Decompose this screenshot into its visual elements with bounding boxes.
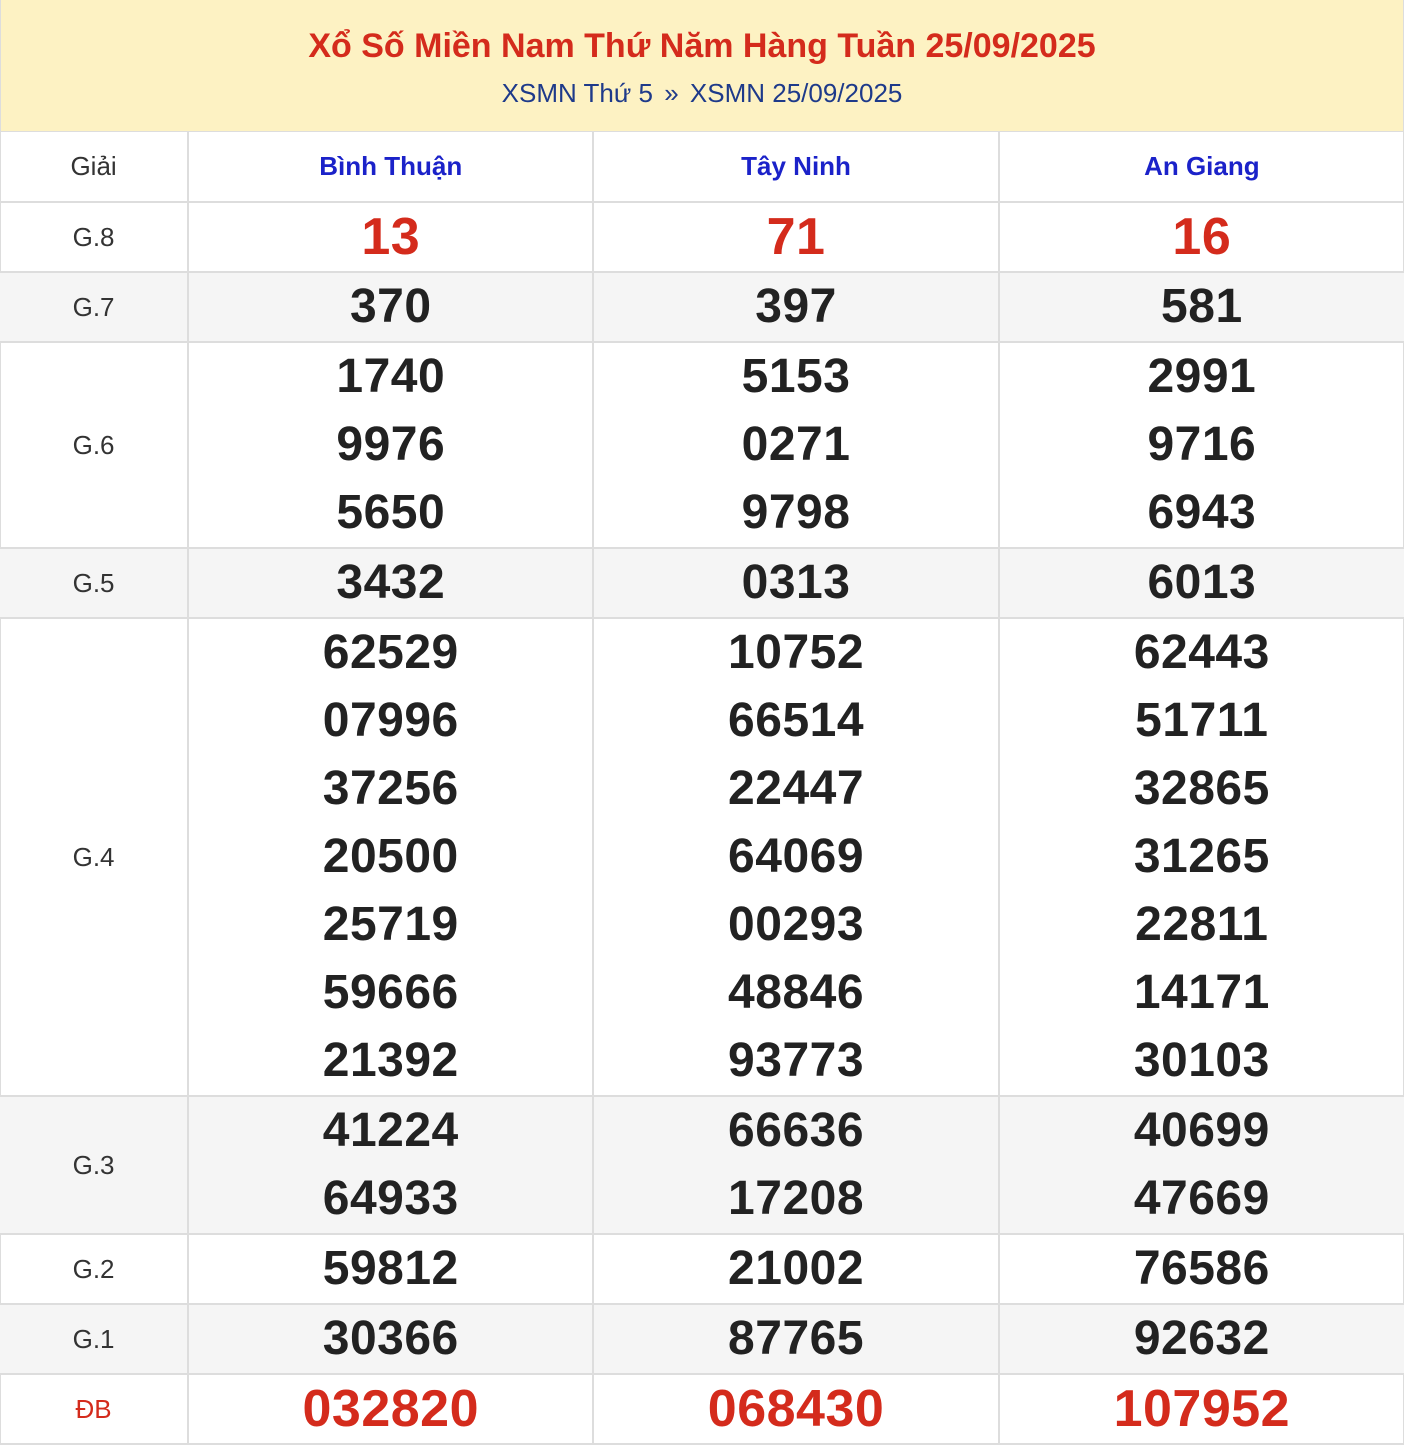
prize-cell — [188, 342, 593, 548]
winning-number: 21002 — [728, 1242, 865, 1295]
winning-number: 71 — [766, 208, 826, 266]
prize-label: G.6 — [0, 342, 188, 548]
prize-cell — [593, 272, 998, 342]
winning-number: 93773 — [728, 1034, 865, 1087]
prize-row — [0, 1096, 1404, 1234]
prize-cell — [188, 202, 593, 272]
prize-label: ĐB — [0, 1374, 188, 1444]
winning-number: 20500 — [322, 830, 459, 883]
prize-label: G.3 — [0, 1096, 188, 1234]
prize-cell — [188, 1374, 593, 1444]
prize-cell — [999, 1096, 1404, 1234]
winning-number: 22447 — [728, 762, 865, 815]
prize-cell — [999, 618, 1404, 1096]
prize-cell — [188, 1234, 593, 1304]
winning-number: 17208 — [728, 1172, 865, 1225]
winning-number: 59812 — [322, 1242, 459, 1295]
prize-cell — [999, 342, 1404, 548]
winning-number: 9798 — [741, 486, 851, 539]
winning-number: 37256 — [322, 762, 459, 815]
winning-number: 13 — [361, 208, 421, 266]
prize-label: G.4 — [0, 618, 188, 1096]
prize-row — [0, 1304, 1404, 1374]
results-header — [1, 0, 1403, 132]
winning-number: 51711 — [1135, 694, 1269, 747]
winning-number: 5650 — [336, 486, 446, 539]
prize-cell — [999, 1374, 1404, 1444]
prize-row — [0, 548, 1404, 618]
prize-cell — [593, 1096, 998, 1234]
breadcrumb-separator: » — [664, 78, 679, 108]
prize-cell — [593, 618, 998, 1096]
winning-number: 0313 — [741, 556, 851, 609]
prize-cell — [999, 1234, 1404, 1304]
prize-cell — [593, 1234, 998, 1304]
breadcrumb-link-date[interactable]: XSMN 25/09/2025 — [689, 78, 903, 108]
prize-column-header: Giải — [0, 132, 188, 202]
winning-number: 62529 — [322, 626, 459, 679]
prize-cell — [593, 548, 998, 618]
winning-number: 64069 — [728, 830, 865, 883]
breadcrumb — [1, 78, 1403, 108]
winning-number: 66514 — [728, 694, 865, 747]
province-header[interactable]: Bình Thuận — [188, 132, 593, 202]
winning-number: 25719 — [322, 898, 459, 951]
winning-number: 87765 — [728, 1312, 865, 1365]
prize-row — [0, 342, 1404, 548]
winning-number: 22811 — [1135, 898, 1269, 951]
winning-number: 76586 — [1133, 1242, 1270, 1295]
prize-label: G.7 — [0, 272, 188, 342]
prize-row — [0, 272, 1404, 342]
prize-row — [0, 618, 1404, 1096]
results-table — [0, 132, 1404, 1445]
prize-label: G.2 — [0, 1234, 188, 1304]
winning-number: 48846 — [728, 966, 865, 1019]
winning-number: 14171 — [1133, 966, 1270, 1019]
winning-number: 9716 — [1147, 418, 1257, 471]
winning-number: 92632 — [1133, 1312, 1270, 1365]
prize-cell — [593, 342, 998, 548]
prize-cell — [188, 272, 593, 342]
prize-cell — [188, 548, 593, 618]
province-header[interactable]: Tây Ninh — [593, 132, 998, 202]
winning-number: 107952 — [1113, 1380, 1291, 1438]
winning-number: 2991 — [1147, 350, 1257, 403]
prize-row — [0, 202, 1404, 272]
winning-number: 62443 — [1133, 626, 1270, 679]
winning-number: 59666 — [322, 966, 459, 1019]
winning-number: 41224 — [322, 1104, 459, 1157]
prize-label: G.5 — [0, 548, 188, 618]
breadcrumb-link-thu5[interactable]: XSMN Thứ 5 — [501, 78, 653, 108]
page-title: Xổ Số Miền Nam Thứ Năm Hàng Tuần 25/09/2025 — [308, 27, 1096, 65]
winning-number: 30366 — [322, 1312, 459, 1365]
winning-number: 068430 — [707, 1380, 885, 1438]
winning-number: 1740 — [336, 350, 446, 403]
winning-number: 30103 — [1133, 1034, 1270, 1087]
winning-number: 370 — [349, 280, 432, 333]
prize-cell — [188, 1304, 593, 1374]
table-header-row — [0, 132, 1404, 202]
prize-cell — [999, 1304, 1404, 1374]
prize-cell — [188, 618, 593, 1096]
prize-cell — [188, 1096, 593, 1234]
winning-number: 0271 — [741, 418, 851, 471]
winning-number: 40699 — [1133, 1104, 1270, 1157]
prize-cell — [999, 202, 1404, 272]
winning-number: 47669 — [1133, 1172, 1270, 1225]
prize-label: G.8 — [0, 202, 188, 272]
prize-row — [0, 1234, 1404, 1304]
winning-number: 9976 — [336, 418, 446, 471]
winning-number: 21392 — [322, 1034, 459, 1087]
winning-number: 16 — [1172, 208, 1232, 266]
prize-label: G.1 — [0, 1304, 188, 1374]
prize-cell — [999, 272, 1404, 342]
prize-row — [0, 1374, 1404, 1444]
winning-number: 581 — [1161, 280, 1243, 333]
results-body — [0, 202, 1404, 1444]
winning-number: 3432 — [336, 556, 446, 609]
winning-number: 397 — [755, 280, 837, 333]
winning-number: 6013 — [1147, 556, 1257, 609]
winning-number: 31265 — [1133, 830, 1270, 883]
winning-number: 5153 — [741, 350, 851, 403]
winning-number: 66636 — [728, 1104, 865, 1157]
winning-number: 07996 — [322, 694, 459, 747]
winning-number: 64933 — [322, 1172, 459, 1225]
prize-cell — [593, 1304, 998, 1374]
winning-number: 6943 — [1147, 486, 1257, 539]
prize-cell — [999, 548, 1404, 618]
prize-cell — [593, 202, 998, 272]
winning-number: 32865 — [1133, 762, 1270, 815]
winning-number: 10752 — [728, 626, 865, 679]
winning-number: 032820 — [302, 1380, 480, 1438]
winning-number: 00293 — [728, 898, 865, 951]
province-header[interactable]: An Giang — [999, 132, 1404, 202]
prize-cell — [593, 1374, 998, 1444]
